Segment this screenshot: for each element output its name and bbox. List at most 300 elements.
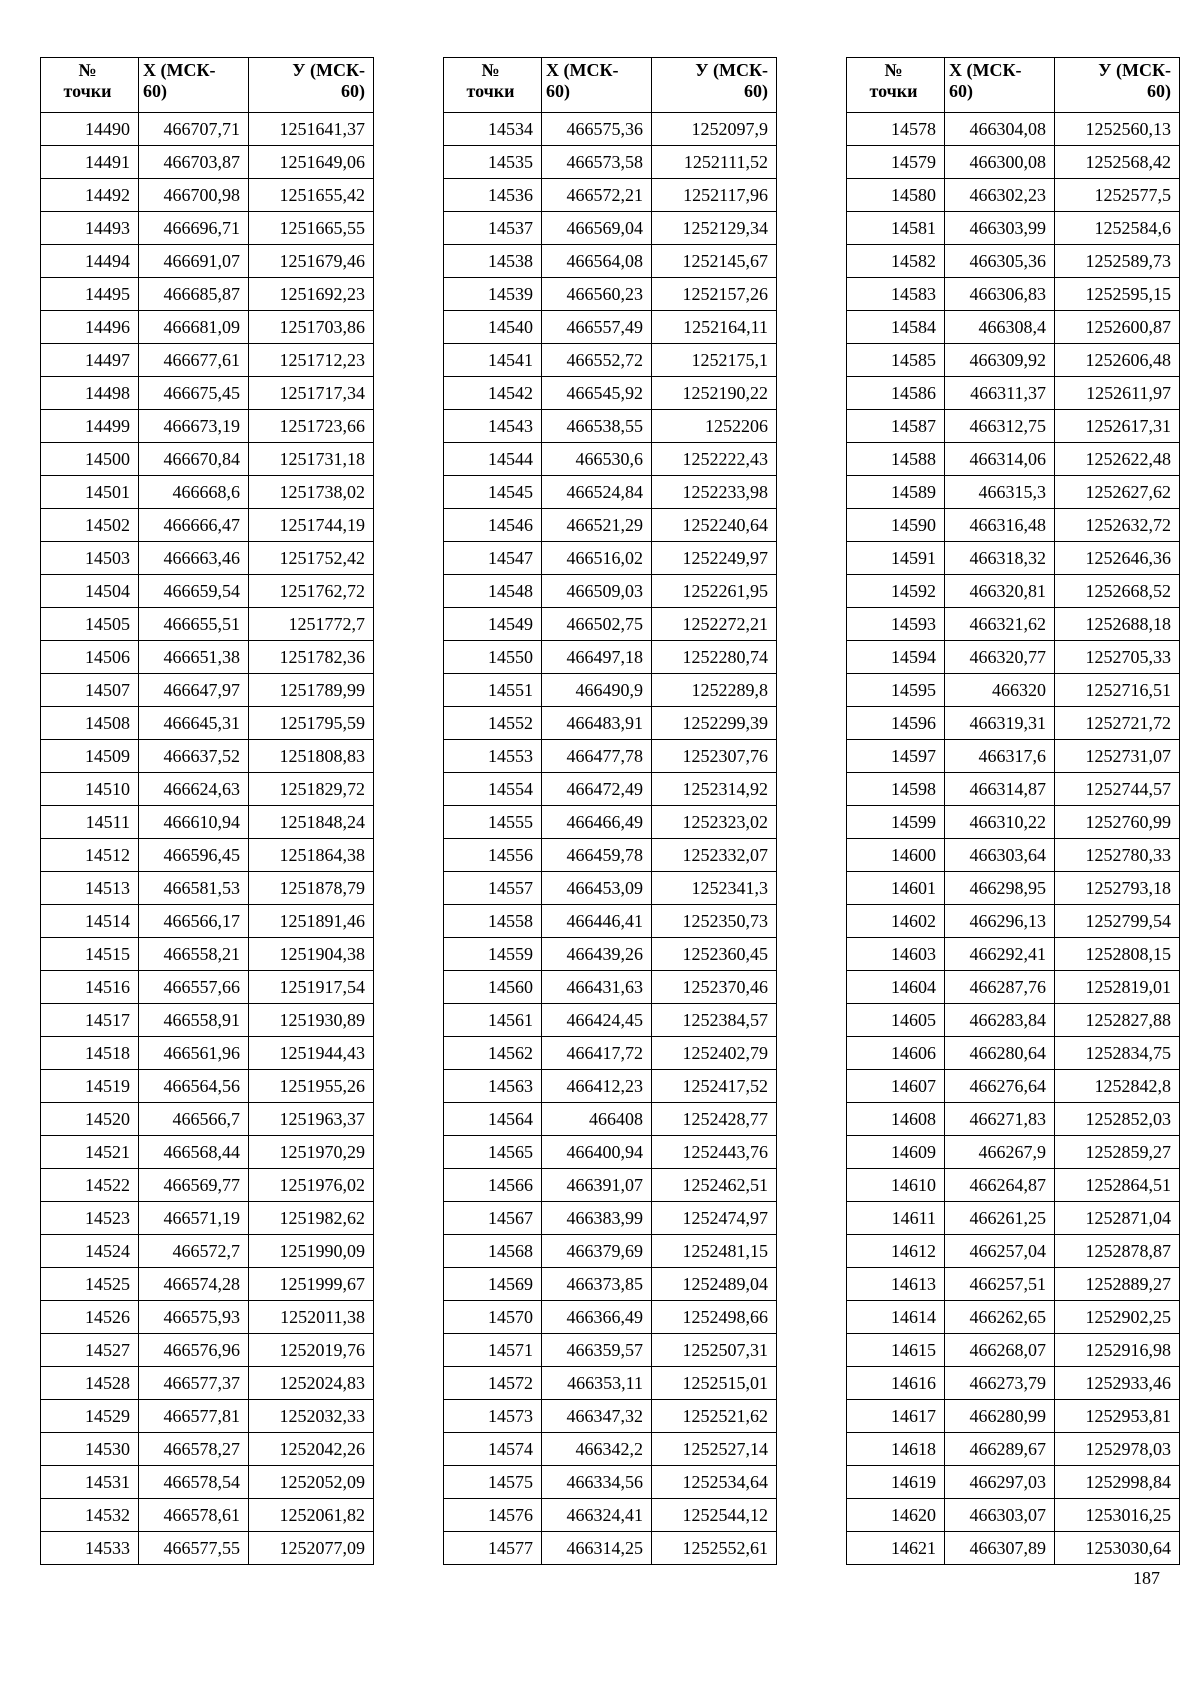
header-line: 60) xyxy=(949,81,973,101)
x-coordinate-cell: 466400,94 xyxy=(542,1136,652,1169)
x-coordinate-cell: 466466,49 xyxy=(542,806,652,839)
y-coordinate-cell: 1252617,31 xyxy=(1055,410,1180,443)
table-row xyxy=(41,1367,374,1400)
x-coordinate-cell: 466564,08 xyxy=(542,245,652,278)
x-coordinate-header xyxy=(542,58,652,113)
x-coordinate-cell: 466502,75 xyxy=(542,608,652,641)
table-row xyxy=(41,773,374,806)
x-coordinate-cell: 466572,21 xyxy=(542,179,652,212)
point-number-cell: 14611 xyxy=(847,1202,945,1235)
table-row xyxy=(444,1466,777,1499)
x-coordinate-cell: 466490,9 xyxy=(542,674,652,707)
x-coordinate-cell: 466578,61 xyxy=(139,1499,249,1532)
table-row xyxy=(41,1466,374,1499)
point-number-cell: 14549 xyxy=(444,608,542,641)
y-coordinate-cell: 1251738,02 xyxy=(249,476,374,509)
x-coordinate-header xyxy=(139,58,249,113)
y-coordinate-cell: 1252688,18 xyxy=(1055,608,1180,641)
table-row xyxy=(41,476,374,509)
table-row xyxy=(41,443,374,476)
point-number-cell: 14537 xyxy=(444,212,542,245)
x-coordinate-cell: 466569,04 xyxy=(542,212,652,245)
x-coordinate-cell: 466321,62 xyxy=(945,608,1055,641)
x-coordinate-cell: 466446,41 xyxy=(542,905,652,938)
x-coordinate-cell: 466472,49 xyxy=(542,773,652,806)
y-coordinate-cell: 1251891,46 xyxy=(249,905,374,938)
header-line: точки xyxy=(869,81,918,101)
y-coordinate-cell: 1252233,98 xyxy=(652,476,777,509)
x-coordinate-cell: 466318,32 xyxy=(945,542,1055,575)
table-row xyxy=(444,872,777,905)
point-number-cell: 14548 xyxy=(444,575,542,608)
x-coordinate-cell: 466691,07 xyxy=(139,245,249,278)
x-coordinate-header xyxy=(945,58,1055,113)
point-number-cell: 14541 xyxy=(444,344,542,377)
x-coordinate-cell: 466303,99 xyxy=(945,212,1055,245)
x-coordinate-cell: 466560,23 xyxy=(542,278,652,311)
x-coordinate-cell: 466303,64 xyxy=(945,839,1055,872)
y-coordinate-cell: 1252534,64 xyxy=(652,1466,777,1499)
x-coordinate-cell: 466675,45 xyxy=(139,377,249,410)
y-coordinate-cell: 1252249,97 xyxy=(652,542,777,575)
table-row xyxy=(41,1400,374,1433)
point-number-cell: 14571 xyxy=(444,1334,542,1367)
header-line: Х (МСК- xyxy=(949,60,1022,80)
point-number-cell: 14528 xyxy=(41,1367,139,1400)
x-coordinate-cell: 466521,29 xyxy=(542,509,652,542)
point-number-cell: 14496 xyxy=(41,311,139,344)
x-coordinate-cell: 466516,02 xyxy=(542,542,652,575)
y-coordinate-cell: 1251795,59 xyxy=(249,707,374,740)
x-coordinate-cell: 466297,03 xyxy=(945,1466,1055,1499)
table-row xyxy=(444,1070,777,1103)
point-number-cell: 14589 xyxy=(847,476,945,509)
y-coordinate-cell: 1252462,51 xyxy=(652,1169,777,1202)
x-coordinate-cell: 466334,56 xyxy=(542,1466,652,1499)
x-coordinate-cell: 466316,48 xyxy=(945,509,1055,542)
table-row xyxy=(444,1367,777,1400)
table-row xyxy=(444,608,777,641)
x-coordinate-cell: 466569,77 xyxy=(139,1169,249,1202)
table-row xyxy=(444,410,777,443)
table-row xyxy=(41,740,374,773)
coordinates-table-3 xyxy=(846,57,1180,1565)
point-number-cell: 14586 xyxy=(847,377,945,410)
point-number-cell: 14593 xyxy=(847,608,945,641)
x-coordinate-cell: 466267,9 xyxy=(945,1136,1055,1169)
point-number-cell: 14551 xyxy=(444,674,542,707)
y-coordinate-cell: 1252998,84 xyxy=(1055,1466,1180,1499)
table-row xyxy=(41,1202,374,1235)
x-coordinate-cell: 466707,71 xyxy=(139,113,249,146)
table-row xyxy=(847,773,1180,806)
point-number-cell: 14570 xyxy=(444,1301,542,1334)
y-coordinate-cell: 1252175,1 xyxy=(652,344,777,377)
point-number-cell: 14579 xyxy=(847,146,945,179)
header-line: Х (МСК- xyxy=(143,60,216,80)
table-row xyxy=(444,1136,777,1169)
x-coordinate-cell: 466568,44 xyxy=(139,1136,249,1169)
y-coordinate-cell: 1252489,04 xyxy=(652,1268,777,1301)
point-number-cell: 14527 xyxy=(41,1334,139,1367)
x-coordinate-cell: 466320,81 xyxy=(945,575,1055,608)
table-row xyxy=(444,509,777,542)
table-row xyxy=(847,443,1180,476)
table-row xyxy=(444,245,777,278)
y-coordinate-cell: 1251878,79 xyxy=(249,872,374,905)
x-coordinate-cell: 466497,18 xyxy=(542,641,652,674)
x-coordinate-cell: 466647,97 xyxy=(139,674,249,707)
y-coordinate-cell: 1252024,83 xyxy=(249,1367,374,1400)
point-number-cell: 14602 xyxy=(847,905,945,938)
table-row xyxy=(847,1334,1180,1367)
point-number-cell: 14530 xyxy=(41,1433,139,1466)
table-row xyxy=(41,146,374,179)
y-coordinate-header xyxy=(652,58,777,113)
x-coordinate-cell: 466320,77 xyxy=(945,641,1055,674)
x-coordinate-cell: 466261,25 xyxy=(945,1202,1055,1235)
x-coordinate-cell: 466575,36 xyxy=(542,113,652,146)
x-coordinate-cell: 466289,67 xyxy=(945,1433,1055,1466)
y-coordinate-cell: 1251944,43 xyxy=(249,1037,374,1070)
y-coordinate-cell: 1252589,73 xyxy=(1055,245,1180,278)
y-coordinate-cell: 1252019,76 xyxy=(249,1334,374,1367)
x-coordinate-cell: 466304,08 xyxy=(945,113,1055,146)
point-number-cell: 14568 xyxy=(444,1235,542,1268)
point-number-cell: 14501 xyxy=(41,476,139,509)
table-row xyxy=(444,1433,777,1466)
point-number-cell: 14597 xyxy=(847,740,945,773)
y-coordinate-cell: 1252834,75 xyxy=(1055,1037,1180,1070)
y-coordinate-cell: 1252902,25 xyxy=(1055,1301,1180,1334)
header-line: № xyxy=(884,60,903,80)
y-coordinate-cell: 1253030,64 xyxy=(1055,1532,1180,1565)
x-coordinate-cell: 466273,79 xyxy=(945,1367,1055,1400)
point-number-cell: 14492 xyxy=(41,179,139,212)
x-coordinate-cell: 466317,6 xyxy=(945,740,1055,773)
table-row xyxy=(847,179,1180,212)
point-number-cell: 14514 xyxy=(41,905,139,938)
table-row xyxy=(847,1400,1180,1433)
point-number-cell: 14612 xyxy=(847,1235,945,1268)
point-number-cell: 14619 xyxy=(847,1466,945,1499)
header-line: 60) xyxy=(1147,81,1171,101)
table-row xyxy=(41,113,374,146)
table-row xyxy=(41,1136,374,1169)
x-coordinate-cell: 466342,2 xyxy=(542,1433,652,1466)
y-coordinate-cell: 1252515,01 xyxy=(652,1367,777,1400)
point-number-cell: 14595 xyxy=(847,674,945,707)
x-coordinate-cell: 466310,22 xyxy=(945,806,1055,839)
table-row xyxy=(41,344,374,377)
x-coordinate-cell: 466424,45 xyxy=(542,1004,652,1037)
point-number-cell: 14547 xyxy=(444,542,542,575)
table-row xyxy=(41,410,374,443)
table-row xyxy=(444,839,777,872)
y-coordinate-cell: 1251848,24 xyxy=(249,806,374,839)
point-number-cell: 14585 xyxy=(847,344,945,377)
y-coordinate-cell: 1252799,54 xyxy=(1055,905,1180,938)
table-body xyxy=(444,113,777,1565)
point-number-cell: 14509 xyxy=(41,740,139,773)
table-row xyxy=(444,443,777,476)
x-coordinate-cell: 466439,26 xyxy=(542,938,652,971)
y-coordinate-cell: 1252878,87 xyxy=(1055,1235,1180,1268)
x-coordinate-cell: 466673,19 xyxy=(139,410,249,443)
table-row xyxy=(847,245,1180,278)
table-row xyxy=(444,113,777,146)
point-number-cell: 14545 xyxy=(444,476,542,509)
point-number-cell: 14538 xyxy=(444,245,542,278)
table-row xyxy=(847,146,1180,179)
table-row xyxy=(444,575,777,608)
table-row xyxy=(847,938,1180,971)
x-coordinate-cell: 466303,07 xyxy=(945,1499,1055,1532)
x-coordinate-cell: 466353,11 xyxy=(542,1367,652,1400)
y-coordinate-cell: 1252280,74 xyxy=(652,641,777,674)
y-coordinate-cell: 1252544,12 xyxy=(652,1499,777,1532)
table-row xyxy=(41,641,374,674)
y-coordinate-cell: 1251655,42 xyxy=(249,179,374,212)
y-coordinate-cell: 1252061,82 xyxy=(249,1499,374,1532)
x-coordinate-cell: 466302,23 xyxy=(945,179,1055,212)
x-coordinate-cell: 466319,31 xyxy=(945,707,1055,740)
table-row xyxy=(847,476,1180,509)
y-coordinate-cell: 1252611,97 xyxy=(1055,377,1180,410)
x-coordinate-cell: 466262,65 xyxy=(945,1301,1055,1334)
y-coordinate-header xyxy=(1055,58,1180,113)
x-coordinate-cell: 466391,07 xyxy=(542,1169,652,1202)
point-number-cell: 14590 xyxy=(847,509,945,542)
y-coordinate-cell: 1252716,51 xyxy=(1055,674,1180,707)
point-number-cell: 14520 xyxy=(41,1103,139,1136)
y-coordinate-cell: 1252443,76 xyxy=(652,1136,777,1169)
point-number-cell: 14603 xyxy=(847,938,945,971)
y-coordinate-cell: 1252498,66 xyxy=(652,1301,777,1334)
y-coordinate-cell: 1252852,03 xyxy=(1055,1103,1180,1136)
point-number-cell: 14620 xyxy=(847,1499,945,1532)
table-row xyxy=(847,1169,1180,1202)
table-row xyxy=(847,839,1180,872)
point-number-cell: 14491 xyxy=(41,146,139,179)
table-row xyxy=(41,509,374,542)
x-coordinate-cell: 466581,53 xyxy=(139,872,249,905)
table-row xyxy=(847,278,1180,311)
point-number-cell: 14515 xyxy=(41,938,139,971)
table-header-row xyxy=(41,58,374,113)
x-coordinate-cell: 466311,37 xyxy=(945,377,1055,410)
page-number: 187 xyxy=(1133,1568,1160,1588)
x-coordinate-cell: 466666,47 xyxy=(139,509,249,542)
y-coordinate-cell: 1252560,13 xyxy=(1055,113,1180,146)
y-coordinate-cell: 1251752,42 xyxy=(249,542,374,575)
y-coordinate-cell: 1251649,06 xyxy=(249,146,374,179)
table-row xyxy=(847,1004,1180,1037)
y-coordinate-cell: 1252481,15 xyxy=(652,1235,777,1268)
point-number-cell: 14525 xyxy=(41,1268,139,1301)
x-coordinate-cell: 466668,6 xyxy=(139,476,249,509)
point-number-cell: 14566 xyxy=(444,1169,542,1202)
table-row xyxy=(847,344,1180,377)
y-coordinate-cell: 1251772,7 xyxy=(249,608,374,641)
table-row xyxy=(41,707,374,740)
y-coordinate-cell: 1252760,99 xyxy=(1055,806,1180,839)
x-coordinate-cell: 466324,41 xyxy=(542,1499,652,1532)
y-coordinate-cell: 1252577,5 xyxy=(1055,179,1180,212)
y-coordinate-cell: 1252627,62 xyxy=(1055,476,1180,509)
y-coordinate-cell: 1251999,67 xyxy=(249,1268,374,1301)
header-line: Х (МСК- xyxy=(546,60,619,80)
point-number-cell: 14618 xyxy=(847,1433,945,1466)
point-number-cell: 14497 xyxy=(41,344,139,377)
table-row xyxy=(444,212,777,245)
y-coordinate-cell: 1252978,03 xyxy=(1055,1433,1180,1466)
y-coordinate-cell: 1252370,46 xyxy=(652,971,777,1004)
table-row xyxy=(41,542,374,575)
x-coordinate-cell: 466596,45 xyxy=(139,839,249,872)
y-coordinate-cell: 1252584,6 xyxy=(1055,212,1180,245)
x-coordinate-cell: 466578,27 xyxy=(139,1433,249,1466)
y-coordinate-cell: 1252384,57 xyxy=(652,1004,777,1037)
point-number-cell: 14499 xyxy=(41,410,139,443)
table-row xyxy=(41,1334,374,1367)
y-coordinate-cell: 1252808,15 xyxy=(1055,938,1180,971)
table-body xyxy=(847,113,1180,1565)
x-coordinate-cell: 466300,08 xyxy=(945,146,1055,179)
point-number-cell: 14569 xyxy=(444,1268,542,1301)
y-coordinate-cell: 1252360,45 xyxy=(652,938,777,971)
table-row xyxy=(41,971,374,1004)
point-number-cell: 14563 xyxy=(444,1070,542,1103)
x-coordinate-cell: 466538,55 xyxy=(542,410,652,443)
point-number-cell: 14533 xyxy=(41,1532,139,1565)
x-coordinate-cell: 466577,81 xyxy=(139,1400,249,1433)
table-row xyxy=(444,1400,777,1433)
point-number-cell: 14575 xyxy=(444,1466,542,1499)
x-coordinate-cell: 466685,87 xyxy=(139,278,249,311)
point-number-cell: 14578 xyxy=(847,113,945,146)
y-coordinate-cell: 1252721,72 xyxy=(1055,707,1180,740)
table-body xyxy=(41,113,374,1565)
table-row xyxy=(41,179,374,212)
y-coordinate-cell: 1251930,89 xyxy=(249,1004,374,1037)
table-row xyxy=(847,971,1180,1004)
point-number-cell: 14564 xyxy=(444,1103,542,1136)
point-number-header xyxy=(444,58,542,113)
table-row xyxy=(444,311,777,344)
table-row xyxy=(847,1136,1180,1169)
y-coordinate-cell: 1251982,62 xyxy=(249,1202,374,1235)
header-line: 60) xyxy=(744,81,768,101)
point-number-cell: 14550 xyxy=(444,641,542,674)
y-coordinate-cell: 1252117,96 xyxy=(652,179,777,212)
point-number-cell: 14539 xyxy=(444,278,542,311)
y-coordinate-cell: 1252953,81 xyxy=(1055,1400,1180,1433)
x-coordinate-cell: 466530,6 xyxy=(542,443,652,476)
x-coordinate-cell: 466280,64 xyxy=(945,1037,1055,1070)
y-coordinate-cell: 1251712,23 xyxy=(249,344,374,377)
x-coordinate-cell: 466359,57 xyxy=(542,1334,652,1367)
table-row xyxy=(41,212,374,245)
x-coordinate-cell: 466651,38 xyxy=(139,641,249,674)
x-coordinate-cell: 466453,09 xyxy=(542,872,652,905)
point-number-cell: 14529 xyxy=(41,1400,139,1433)
x-coordinate-cell: 466558,21 xyxy=(139,938,249,971)
y-coordinate-cell: 1252402,79 xyxy=(652,1037,777,1070)
x-coordinate-cell: 466566,17 xyxy=(139,905,249,938)
table-row xyxy=(444,476,777,509)
table-row xyxy=(444,938,777,971)
x-coordinate-cell: 466557,66 xyxy=(139,971,249,1004)
x-coordinate-cell: 466309,92 xyxy=(945,344,1055,377)
point-number-cell: 14601 xyxy=(847,872,945,905)
table-row xyxy=(847,905,1180,938)
y-coordinate-cell: 1252916,98 xyxy=(1055,1334,1180,1367)
point-number-cell: 14506 xyxy=(41,641,139,674)
table-row xyxy=(41,311,374,344)
x-coordinate-cell: 466576,96 xyxy=(139,1334,249,1367)
point-number-cell: 14560 xyxy=(444,971,542,1004)
header-line: точки xyxy=(63,81,112,101)
point-number-cell: 14503 xyxy=(41,542,139,575)
x-coordinate-cell: 466572,7 xyxy=(139,1235,249,1268)
point-number-cell: 14526 xyxy=(41,1301,139,1334)
x-coordinate-cell: 466557,49 xyxy=(542,311,652,344)
x-coordinate-cell: 466268,07 xyxy=(945,1334,1055,1367)
y-coordinate-cell: 1252527,14 xyxy=(652,1433,777,1466)
y-coordinate-cell: 1253016,25 xyxy=(1055,1499,1180,1532)
y-coordinate-cell: 1252052,09 xyxy=(249,1466,374,1499)
table-row xyxy=(41,1235,374,1268)
table-row xyxy=(41,1499,374,1532)
y-coordinate-cell: 1252032,33 xyxy=(249,1400,374,1433)
table-row xyxy=(847,872,1180,905)
y-coordinate-cell: 1252272,21 xyxy=(652,608,777,641)
point-number-cell: 14542 xyxy=(444,377,542,410)
x-coordinate-cell: 466412,23 xyxy=(542,1070,652,1103)
y-coordinate-cell: 1252314,92 xyxy=(652,773,777,806)
x-coordinate-cell: 466312,75 xyxy=(945,410,1055,443)
table-row xyxy=(41,1433,374,1466)
point-number-cell: 14523 xyxy=(41,1202,139,1235)
y-coordinate-cell: 1252222,43 xyxy=(652,443,777,476)
x-coordinate-cell: 466577,37 xyxy=(139,1367,249,1400)
table-row xyxy=(444,1103,777,1136)
y-coordinate-cell: 1252871,04 xyxy=(1055,1202,1180,1235)
x-coordinate-cell: 466645,31 xyxy=(139,707,249,740)
table-row xyxy=(847,707,1180,740)
point-number-cell: 14608 xyxy=(847,1103,945,1136)
point-number-cell: 14540 xyxy=(444,311,542,344)
point-number-header xyxy=(847,58,945,113)
x-coordinate-cell: 466257,51 xyxy=(945,1268,1055,1301)
table-row xyxy=(41,1004,374,1037)
table-row xyxy=(847,1235,1180,1268)
x-coordinate-cell: 466264,87 xyxy=(945,1169,1055,1202)
table-row xyxy=(847,1433,1180,1466)
x-coordinate-cell: 466271,83 xyxy=(945,1103,1055,1136)
point-number-cell: 14519 xyxy=(41,1070,139,1103)
table-row xyxy=(847,1070,1180,1103)
table-row xyxy=(444,1301,777,1334)
x-coordinate-cell: 466524,84 xyxy=(542,476,652,509)
y-coordinate-cell: 1251641,37 xyxy=(249,113,374,146)
table-row xyxy=(847,1367,1180,1400)
table-row xyxy=(444,1169,777,1202)
table-row xyxy=(444,1334,777,1367)
point-number-cell: 14606 xyxy=(847,1037,945,1070)
y-coordinate-cell: 1252606,48 xyxy=(1055,344,1180,377)
